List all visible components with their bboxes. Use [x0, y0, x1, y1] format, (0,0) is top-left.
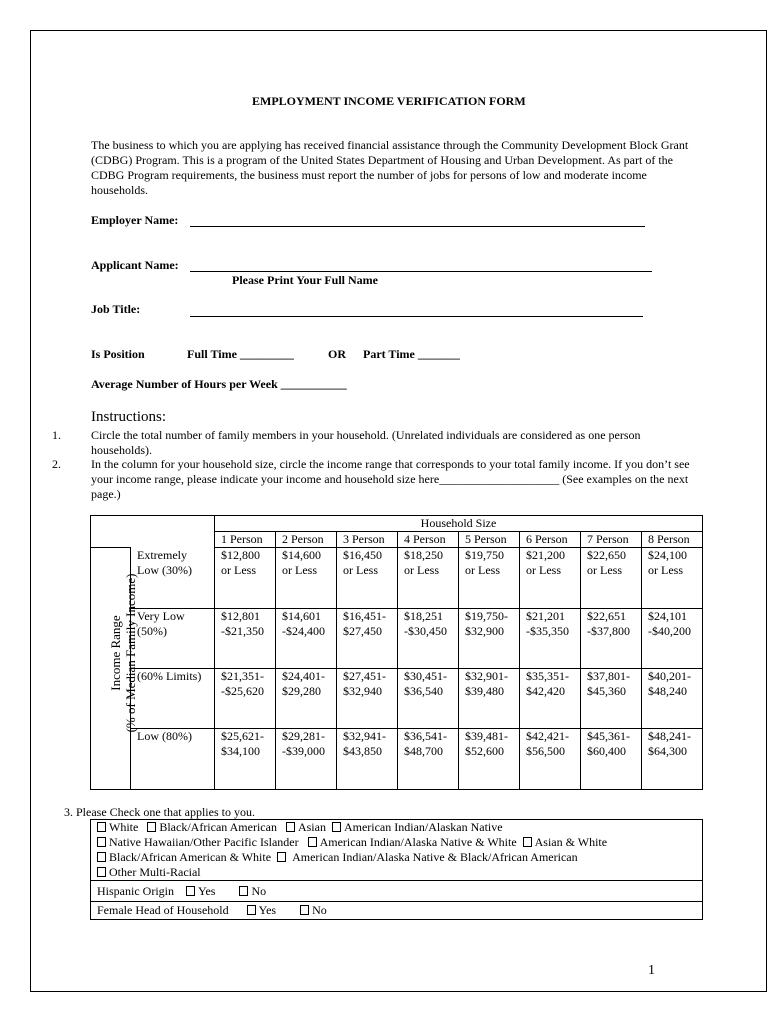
income-cell[interactable]: $29,281- -$39,000 — [276, 729, 337, 790]
option-label: American Indian/Alaska Native & White — [319, 835, 517, 849]
row-label: Very Low (50%) — [131, 609, 215, 669]
income-cell[interactable]: $12,801 -$21,350 — [215, 609, 276, 669]
axis-label-line: (% of Median Family Income) — [123, 573, 138, 733]
income-cell[interactable]: $39,481- $52,600 — [459, 729, 520, 790]
column-header: 7 Person — [581, 532, 642, 548]
yes-label: Yes — [258, 903, 277, 917]
checkbox[interactable] — [332, 822, 341, 832]
option-label: Asian — [297, 820, 326, 834]
income-cell[interactable]: $24,101 -$40,200 — [642, 609, 703, 669]
race-options-row — [91, 820, 703, 881]
income-cell[interactable]: $32,901- $39,480 — [459, 669, 520, 729]
income-cell[interactable]: $21,201 -$35,350 — [520, 609, 581, 669]
income-cell[interactable]: $21,351- -$25,620 — [215, 669, 276, 729]
income-cell[interactable]: $48,241- $64,300 — [642, 729, 703, 790]
instruction-item: In the column for your household size, circle the income range that corresponds to your total family income. If you don’t see your income range, please indicate your income and household size here____________________ (See examples on the next page.) — [91, 457, 690, 501]
income-cell[interactable]: $27,451- $32,940 — [337, 669, 398, 729]
instructions-heading: Instructions: — [91, 409, 166, 425]
form-title: EMPLOYMENT INCOME VERIFICATION FORM — [252, 94, 526, 108]
income-cell[interactable]: $19,750- $32,900 — [459, 609, 520, 669]
checkbox[interactable] — [308, 837, 317, 847]
income-cell[interactable]: $19,750 or Less — [459, 548, 520, 609]
income-cell[interactable]: $24,100 or Less — [642, 548, 703, 609]
axis-label-line: Income Range — [108, 615, 123, 691]
option-label: American Indian/Alaska Native & Black/African American — [292, 850, 578, 864]
female-head-no-checkbox[interactable] — [300, 905, 309, 915]
option-label: White — [109, 820, 139, 834]
female-head-label: Female Head of Household — [97, 903, 229, 917]
income-cell[interactable]: $12,800 or Less — [215, 548, 276, 609]
option-label: American Indian/Alaskan Native — [343, 820, 503, 834]
option-label: Black/African American & White — [109, 850, 272, 864]
income-cell[interactable]: $14,600 or Less — [276, 548, 337, 609]
full-time-option[interactable]: Full Time _________ — [187, 347, 294, 361]
household-size-header: Household Size — [215, 516, 703, 532]
income-cell[interactable]: $36,541- $48,700 — [398, 729, 459, 790]
checkbox[interactable] — [97, 837, 106, 847]
income-cell[interactable]: $14,601 -$24,400 — [276, 609, 337, 669]
instruction-item: Circle the total number of family members in your household. (Unrelated individuals are considered as one person households). — [91, 428, 641, 457]
table-row — [91, 729, 703, 790]
income-cell[interactable]: $22,650 or Less — [581, 548, 642, 609]
income-cell[interactable]: $16,450 or Less — [337, 548, 398, 609]
income-cell[interactable]: $18,251 -$30,450 — [398, 609, 459, 669]
female-head-row — [91, 902, 703, 920]
income-cell[interactable]: $16,451- $27,450 — [337, 609, 398, 669]
option-label: Other Multi-Racial — [109, 865, 201, 879]
checkbox[interactable] — [97, 822, 106, 832]
income-cell[interactable]: $37,801- $45,360 — [581, 669, 642, 729]
table-row — [91, 609, 703, 669]
employer-name-label: Employer Name: — [91, 213, 179, 227]
income-range-table — [90, 515, 703, 790]
is-position-label: Is Position — [91, 347, 145, 361]
column-header: 1 Person — [215, 532, 276, 548]
checkbox[interactable] — [147, 822, 156, 832]
column-header: 6 Person — [520, 532, 581, 548]
option-label: Asian & White — [534, 835, 608, 849]
checkbox[interactable] — [97, 852, 106, 862]
hispanic-origin-label: Hispanic Origin — [97, 883, 174, 898]
income-cell[interactable]: $25,621- $34,100 — [215, 729, 276, 790]
yes-label: Yes — [198, 883, 216, 898]
no-label: No — [251, 883, 267, 898]
table-row — [91, 548, 703, 609]
checkbox[interactable] — [286, 822, 295, 832]
table-row — [91, 669, 703, 729]
instruction-number: 2. — [52, 457, 61, 471]
hispanic-yes-checkbox[interactable] — [186, 886, 195, 896]
income-cell[interactable]: $21,200 or Less — [520, 548, 581, 609]
part-time-option[interactable]: Part Time _______ — [363, 347, 460, 361]
applicant-name-field[interactable] — [190, 271, 652, 272]
demographics-prompt: 3. Please Check one that applies to you. — [64, 805, 255, 819]
income-cell[interactable]: $40,201- $48,240 — [642, 669, 703, 729]
no-label: No — [312, 903, 327, 917]
employer-name-field[interactable] — [190, 226, 645, 227]
income-cell[interactable]: $24,401- $29,280 — [276, 669, 337, 729]
hispanic-no-checkbox[interactable] — [239, 886, 248, 896]
column-header: 8 Person — [642, 532, 703, 548]
demographics-box — [90, 819, 703, 920]
job-title-field[interactable] — [190, 316, 643, 317]
checkbox[interactable] — [277, 852, 286, 862]
average-hours-field[interactable]: Average Number of Hours per Week ___________ — [91, 377, 347, 391]
column-header: 5 Person — [459, 532, 520, 548]
income-cell[interactable]: $35,351- $42,420 — [520, 669, 581, 729]
income-cell[interactable]: $42,421- $56,500 — [520, 729, 581, 790]
or-label: OR — [328, 347, 346, 361]
checkbox[interactable] — [97, 867, 106, 877]
hispanic-row — [91, 881, 703, 902]
column-header: 4 Person — [398, 532, 459, 548]
row-label: Low (80%) — [131, 729, 215, 790]
income-cell[interactable]: $22,651 -$37,800 — [581, 609, 642, 669]
column-header: 3 Person — [337, 532, 398, 548]
income-cell[interactable]: $30,451- $36,540 — [398, 669, 459, 729]
income-range-axis-label — [91, 548, 138, 790]
row-label: Extremely Low (30%) — [131, 548, 215, 609]
applicant-name-label: Applicant Name: — [91, 258, 179, 272]
row-label: (60% Limits) — [131, 669, 215, 729]
page-number: 1 — [648, 963, 655, 978]
option-label: Native Hawaiian/Other Pacific Islander — [109, 835, 299, 849]
job-title-label: Job Title: — [91, 302, 141, 316]
income-cell[interactable]: $32,941- $43,850 — [337, 729, 398, 790]
checkbox[interactable] — [523, 837, 532, 847]
instruction-number: 1. — [52, 428, 61, 442]
column-header: 2 Person — [276, 532, 337, 548]
applicant-name-hint: Please Print Your Full Name — [232, 273, 378, 287]
female-head-yes-checkbox[interactable] — [247, 905, 256, 915]
option-label: Black/African American — [159, 820, 277, 834]
income-cell[interactable]: $45,361- $60,400 — [581, 729, 642, 790]
income-cell[interactable]: $18,250 or Less — [398, 548, 459, 609]
intro-paragraph: The business to which you are applying has received financial assistance through the Community Development Block Grant (CDBG) Program. This is a program of the United States Department of Housing and Urban Development. As part of the CDBG Program requirements, the business must report the number of jobs for persons of low and moderate income households. — [91, 138, 689, 197]
